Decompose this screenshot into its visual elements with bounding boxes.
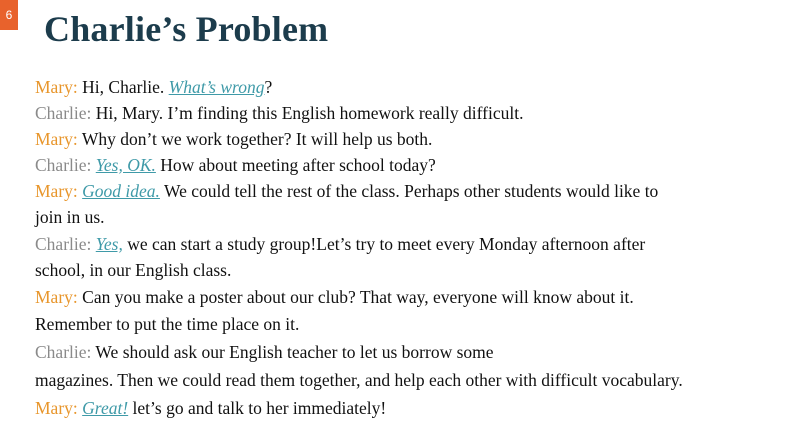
speaker-mary: Mary: bbox=[35, 77, 78, 97]
line-text: We should ask our English teacher to let us borrow some bbox=[91, 342, 494, 362]
line-text: school, in our English class. bbox=[35, 260, 232, 280]
speaker-mary: Mary: bbox=[35, 181, 78, 201]
slide-number-badge: 6 bbox=[0, 0, 18, 30]
phrase-link[interactable]: Great! bbox=[82, 398, 129, 418]
phrase-link[interactable]: Yes, bbox=[95, 234, 123, 254]
dialogue-line-continuation bbox=[35, 314, 299, 335]
line-text: ? bbox=[264, 77, 273, 97]
line-text: join in us. bbox=[35, 207, 105, 227]
line-text: How about meeting after school today? bbox=[155, 155, 436, 175]
dialogue-line bbox=[35, 234, 645, 255]
speaker-charlie: Charlie: bbox=[35, 155, 92, 175]
speaker-charlie: Charlie: bbox=[35, 103, 92, 123]
line-text: Hi, Mary. I’m finding this English homework really difficult. bbox=[91, 103, 524, 123]
speaker-charlie: Charlie: bbox=[35, 234, 92, 254]
dialogue-line-continuation bbox=[35, 207, 105, 228]
dialogue-line bbox=[35, 398, 386, 419]
speaker-mary: Mary: bbox=[35, 129, 78, 149]
dialogue-line bbox=[35, 103, 523, 124]
line-text: magazines. Then we could read them together, and help each other with difficult vocabulary. bbox=[35, 370, 683, 390]
line-text: we can start a study group!Let’s try to meet every Monday afternoon after bbox=[122, 234, 646, 254]
speaker-charlie: Charlie: bbox=[35, 342, 92, 362]
dialogue-line bbox=[35, 129, 432, 150]
phrase-link[interactable]: What’s wrong bbox=[168, 77, 265, 97]
phrase-link[interactable]: Yes, OK. bbox=[95, 155, 156, 175]
speaker-mary: Mary: bbox=[35, 398, 78, 418]
line-text: Hi, Charlie. bbox=[77, 77, 169, 97]
dialogue-line bbox=[35, 181, 658, 202]
dialogue-line bbox=[35, 342, 494, 363]
line-text: Why don’t we work together? It will help us both. bbox=[77, 129, 433, 149]
speaker-mary: Mary: bbox=[35, 287, 78, 307]
dialogue-line bbox=[35, 77, 272, 98]
line-text: We could tell the rest of the class. Perhaps other students would like to bbox=[159, 181, 659, 201]
line-text: Remember to put the time place on it. bbox=[35, 314, 300, 334]
dialogue-line-continuation bbox=[35, 260, 231, 281]
slide-title: Charlie’s Problem bbox=[44, 9, 329, 49]
line-text: let’s go and talk to her immediately! bbox=[128, 398, 387, 418]
line-text: Can you make a poster about our club? That way, everyone will know about it. bbox=[77, 287, 634, 307]
dialogue-line-continuation bbox=[35, 370, 683, 391]
dialogue-line bbox=[35, 287, 634, 308]
dialogue-line bbox=[35, 155, 436, 176]
phrase-link[interactable]: Good idea. bbox=[82, 181, 160, 201]
